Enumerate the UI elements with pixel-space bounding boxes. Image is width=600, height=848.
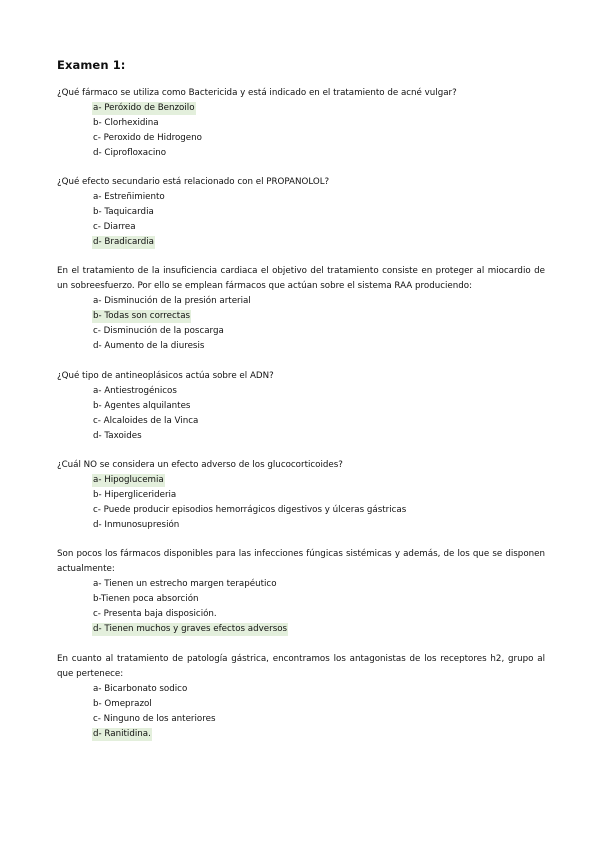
exam-title: Examen 1: bbox=[57, 58, 126, 72]
question-5-text: ¿Cuál NO se considera un efecto adverso de los glucocorticoides? bbox=[57, 460, 343, 470]
question-4-option-d: d- Taxoides bbox=[93, 431, 142, 441]
question-3-option-d: d- Aumento de la diuresis bbox=[93, 341, 205, 351]
question-1-options bbox=[92, 101, 203, 161]
question-5-option-a: a- Hipoglucemia bbox=[93, 475, 164, 485]
question-4-options bbox=[92, 384, 199, 444]
question-5-option-d: d- Inmunosupresión bbox=[93, 520, 180, 530]
question-4-option-c: c- Alcaloides de la Vinca bbox=[93, 416, 199, 426]
question-1-option-c: c- Peroxido de Hidrogeno bbox=[93, 133, 202, 143]
question-7-option-a: a- Bicarbonato sodico bbox=[93, 684, 188, 694]
question-7-text: En cuanto al tratamiento de patología gástrica, encontramos los antagonistas de los receptores h2, grupo al que pertenece: bbox=[57, 654, 545, 679]
question-3-text: En el tratamiento de la insuficiencia cardiaca el objetivo del tratamiento consiste en proteger al miocardio de un sobreesfuerzo. Por ello se emplean fármacos que actúan sobre el sistema RAA produciendo: bbox=[57, 266, 545, 291]
question-5-options bbox=[92, 473, 407, 533]
question-1-option-d: d- Ciprofloxacino bbox=[93, 148, 167, 158]
question-6-option-c: c- Presenta baja disposición. bbox=[93, 609, 217, 619]
question-1-option-b: b- Clorhexidina bbox=[93, 118, 159, 128]
question-6-text: Son pocos los fármacos disponibles para las infecciones fúngicas sistémicas y además, de los que se disponen actualmente: bbox=[57, 549, 545, 574]
question-6-option-a: a- Tienen un estrecho margen terapéutico bbox=[93, 579, 277, 589]
question-7-option-c: c- Ninguno de los anteriores bbox=[93, 714, 216, 724]
question-2-option-a: a- Estreñimiento bbox=[93, 192, 165, 202]
question-6-option-d: d- Tienen muchos y graves efectos adversos bbox=[93, 624, 288, 634]
question-5-option-b: b- Hiperglicerideria bbox=[93, 490, 177, 500]
question-7-options bbox=[92, 682, 216, 742]
question-4-option-a: a- Antiestrogénicos bbox=[93, 386, 177, 396]
question-7-option-b: b- Omeprazol bbox=[93, 699, 152, 709]
question-2-text: ¿Qué efecto secundario está relacionado con el PROPANOLOL? bbox=[57, 177, 330, 187]
question-5-option-c: c- Puede producir episodios hemorrágicos digestivos y úlceras gástricas bbox=[93, 505, 407, 515]
question-1-option-a: a- Peróxido de Benzoilo bbox=[93, 103, 195, 113]
question-6-option-b: b-Tienen poca absorción bbox=[93, 594, 199, 604]
question-2-options bbox=[92, 190, 166, 250]
question-3-options bbox=[92, 294, 252, 354]
question-6-options bbox=[92, 577, 288, 637]
question-1-text: ¿Qué fármaco se utiliza como Bactericida y está indicado en el tratamiento de acné vulgar? bbox=[57, 88, 457, 98]
question-3-option-b: b- Todas son correctas bbox=[93, 311, 191, 321]
question-3-option-c: c- Disminución de la poscarga bbox=[93, 326, 224, 336]
question-4-text: ¿Qué tipo de antineoplásicos actúa sobre el ADN? bbox=[57, 371, 274, 381]
question-2-option-b: b- Taquicardia bbox=[93, 207, 154, 217]
question-2-option-d: d- Bradicardia bbox=[93, 237, 154, 247]
question-3-option-a: a- Disminución de la presión arterial bbox=[93, 296, 251, 306]
question-4-option-b: b- Agentes alquilantes bbox=[93, 401, 191, 411]
question-7-option-d: d- Ranitidina. bbox=[93, 729, 151, 739]
question-2-option-c: c- Diarrea bbox=[93, 222, 136, 232]
